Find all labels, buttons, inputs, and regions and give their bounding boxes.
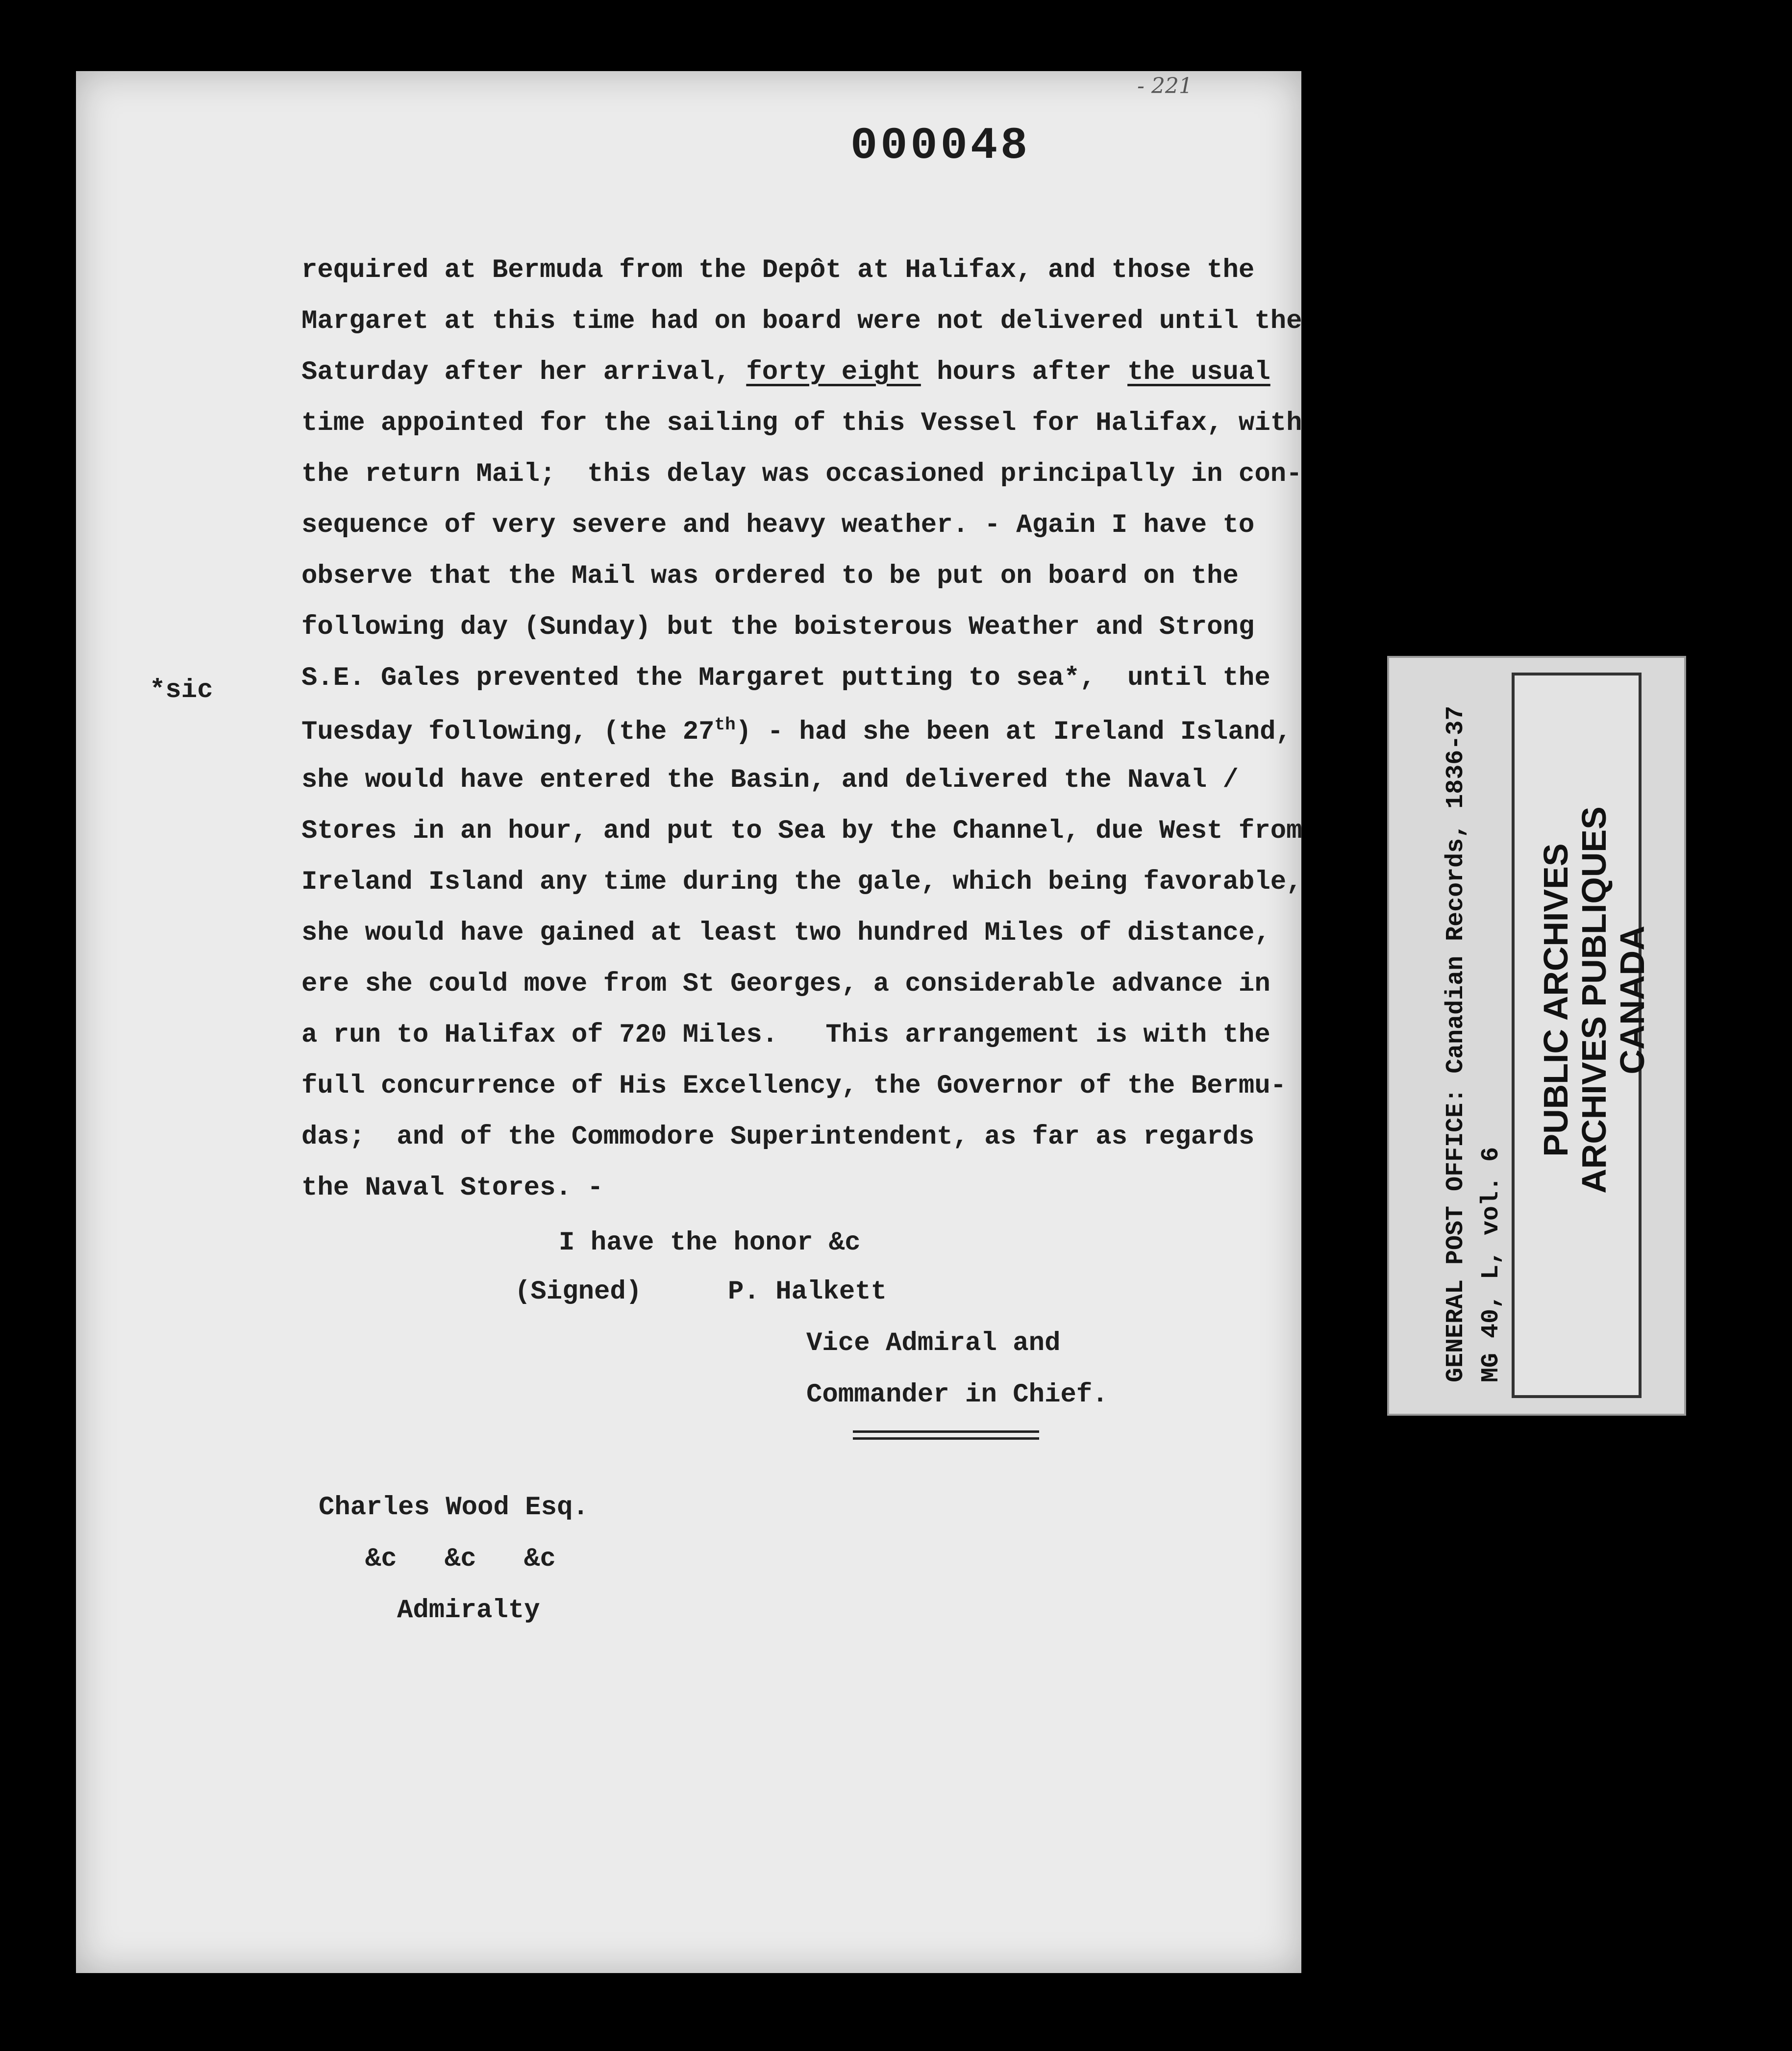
body-line: Margaret at this time had on board were not delivered until the	[301, 306, 1302, 336]
body-line: observe that the Mail was ordered to be put on board on the	[301, 561, 1239, 591]
archive-reference	[1439, 657, 1509, 1382]
archive-stamp-line: ARCHIVES PUBLIQUES	[1575, 806, 1613, 1194]
body-line: she would have entered the Basin, and delivered the Naval /	[301, 765, 1239, 795]
archive-stamp-line: PUBLIC ARCHIVES	[1537, 843, 1575, 1157]
signatory-title: Commander in Chief.	[806, 1380, 1108, 1410]
margin-note: *sic	[149, 675, 213, 705]
signatory-title: Vice Admiral and	[806, 1328, 1061, 1358]
document-number: 000048	[850, 120, 1031, 172]
closing-honor: I have the honor &c	[559, 1228, 861, 1258]
superscript: th	[714, 715, 736, 735]
underlined-text: forty eight	[746, 357, 921, 387]
body-line: the Naval Stores. -	[301, 1173, 603, 1203]
archive-stamp-line: CANADA	[1613, 925, 1651, 1075]
body-line: ere she could move from St Georges, a considerable advance in	[301, 969, 1270, 999]
body-line: required at Bermuda from the Depôt at Halifax, and those the	[301, 255, 1255, 285]
body-line-text: Saturday after her arrival,	[301, 357, 747, 387]
body-line-text: hours after	[921, 357, 1128, 387]
body-line: S.E. Gales prevented the Margaret putting to sea*, until the	[301, 663, 1270, 693]
body-line: the return Mail; this delay was occasioned principally in con-	[301, 459, 1302, 489]
signature-rule	[853, 1430, 1039, 1433]
body-line: a run to Halifax of 720 Miles. This arrangement is with the	[301, 1020, 1270, 1050]
body-line: Stores in an hour, and put to Sea by the Channel, due West from	[301, 816, 1302, 846]
archive-reference-line: GENERAL POST OFFICE: Canadian Records, 1836-37	[1442, 705, 1470, 1382]
body-line	[301, 716, 1292, 746]
body-line: time appointed for the sailing of this Vessel for Halifax, with	[301, 408, 1302, 438]
closing-signed: (Signed)	[515, 1277, 642, 1307]
body-line: sequence of very severe and heavy weather. - Again I have to	[301, 510, 1255, 540]
page-number: - 221	[1137, 74, 1193, 99]
body-line: full concurrence of His Excellency, the Governor of the Bermu-	[301, 1071, 1287, 1101]
underlined-text: the usual	[1127, 357, 1270, 387]
addressee-office: Admiralty	[397, 1596, 540, 1626]
body-line-text: Tuesday following, (the 27	[301, 717, 715, 747]
body-line: das; and of the Commodore Superintendent, as far as regards	[301, 1122, 1255, 1152]
body-line: she would have gained at least two hundred Miles of distance,	[301, 918, 1270, 948]
body-line-text: ) - had she been at Ireland Island,	[735, 717, 1292, 747]
body-line: Ireland Island any time during the gale, which being favorable,	[301, 867, 1302, 897]
body-line	[301, 359, 1270, 386]
addressee-name: Charles Wood Esq.	[319, 1493, 589, 1523]
archive-stamp	[1537, 755, 1651, 1245]
archive-reference-line: MG 40, L, vol. 6	[1477, 1147, 1505, 1382]
addressee-etc: &c &c &c	[365, 1544, 556, 1574]
signatory-name: P. Halkett	[728, 1277, 887, 1307]
signature-rule	[853, 1437, 1039, 1440]
body-line: following day (Sunday) but the boisterous Weather and Strong	[301, 612, 1255, 642]
